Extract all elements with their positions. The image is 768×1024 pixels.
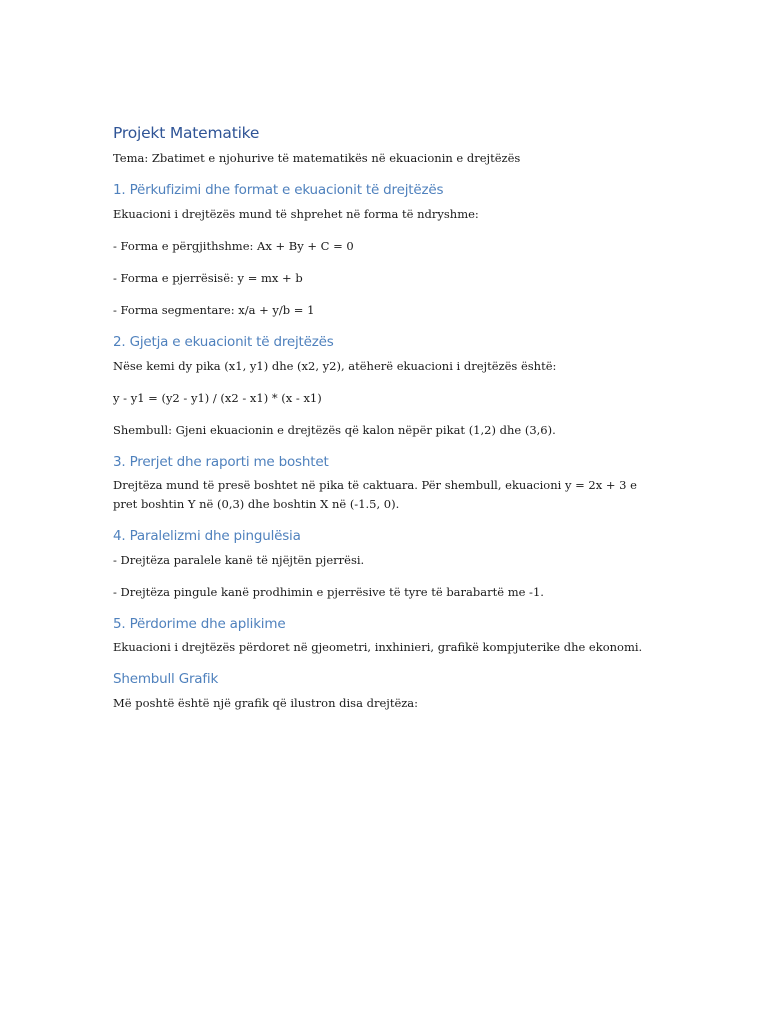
section-2-line-3: Shembull: Gjeni ekuacionin e drejtëzës që kalon nëpër pikat (1,2) dhe (3,6).	[113, 423, 556, 437]
section-6-heading: Shembull Grafik	[113, 671, 219, 687]
section-1-line-2: - Forma e përgjithshme: Ax + By + C = 0	[113, 239, 354, 253]
section-1-line-1: Ekuacioni i drejtëzës mund të shprehet në forma të ndryshme:	[113, 207, 479, 221]
section-3-line-1: Drejtëza mund të presë boshtet në pika të caktuara. Për shembull, ekuacioni y = 2x + 3 e	[113, 478, 637, 492]
section-3-heading: 3. Prerjet dhe raporti me boshtet	[113, 454, 329, 470]
section-5-line-1: Ekuacioni i drejtëzës përdoret në gjeometri, inxhinieri, grafikë kompjuterike dhe ekonomi.	[113, 640, 643, 654]
section-2-line-2: y - y1 = (y2 - y1) / (x2 - x1) * (x - x1)	[113, 391, 322, 405]
section-2-line-1: Nëse kemi dy pika (x1, y1) dhe (x2, y2), atëherë ekuacioni i drejtëzës është:	[113, 359, 557, 373]
document-subtitle: Tema: Zbatimet e njohurive të matematikës në ekuacionin e drejtëzës	[113, 151, 521, 165]
section-1-line-3: - Forma e pjerrësisë: y = mx + b	[113, 271, 303, 285]
section-6-line-1: Më poshtë është një grafik që ilustron disa drejtëza:	[113, 696, 419, 710]
section-4-heading: 4. Paralelizmi dhe pingulësia	[113, 528, 301, 544]
section-5-heading: 5. Përdorime dhe aplikime	[113, 616, 286, 632]
section-1-heading: 1. Përkufizimi dhe format e ekuacionit të drejtëzës	[113, 182, 444, 198]
section-4-line-2: - Drejtëza pingule kanë prodhimin e pjerrësive të tyre të barabartë me -1.	[113, 585, 544, 599]
section-3-line-2: pret boshtin Y në (0,3) dhe boshtin X në (-1.5, 0).	[113, 497, 400, 511]
section-2-heading: 2. Gjetja e ekuacionit të drejtëzës	[113, 334, 334, 350]
document-title: Projekt Matematike	[113, 124, 260, 142]
section-4-line-1: - Drejtëza paralele kanë të njëjtën pjerrësi.	[113, 553, 365, 567]
section-1-line-4: - Forma segmentare: x/a + y/b = 1	[113, 303, 315, 317]
